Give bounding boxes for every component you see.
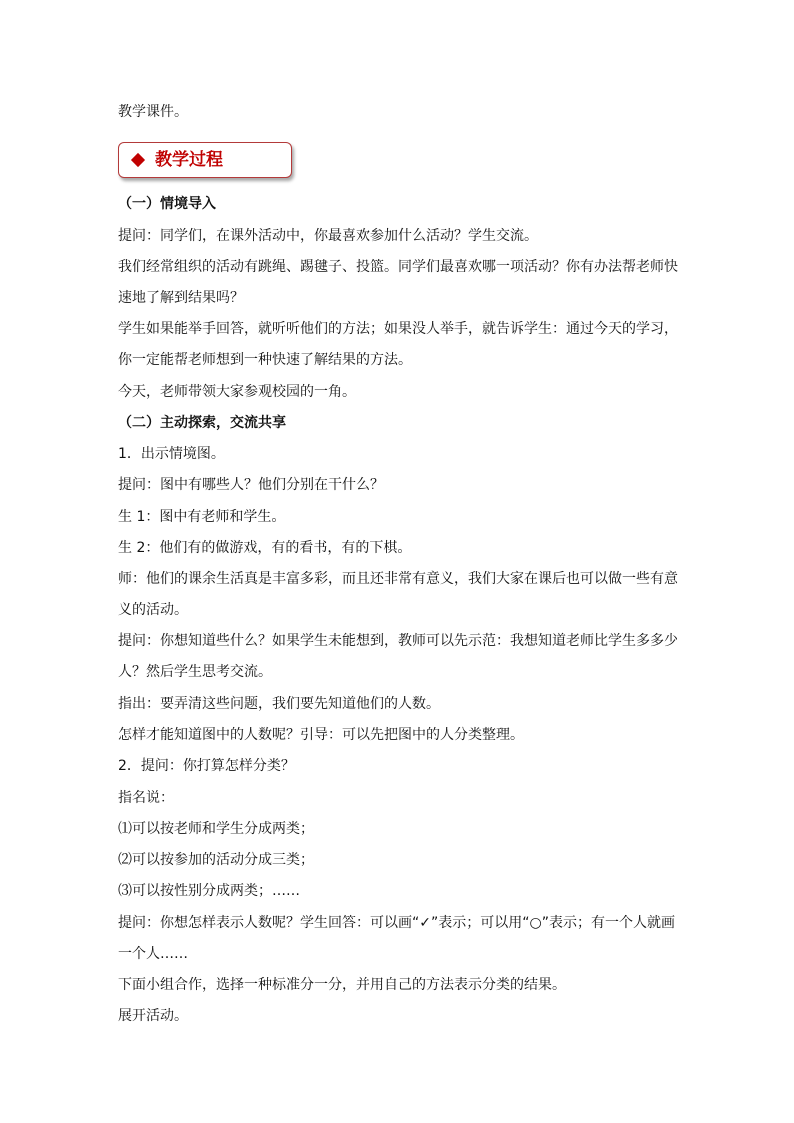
step-line: ⑶可以按性别分成两类；……	[118, 883, 300, 899]
step-line: 师：他们的课余生活真是丰富多彩，而且还非常有意义，我们大家在课后也可以做一些有意义的活动。	[118, 571, 678, 618]
paragraph: 提问：同学们，在课外活动中，你最喜欢参加什么活动？学生交流。	[118, 228, 538, 244]
step-line: 展开活动。	[118, 1008, 188, 1024]
intro-line: 教学课件。	[118, 104, 188, 120]
step-line: 生 2：他们有的做游戏，有的看书，有的下棋。	[118, 540, 412, 556]
paragraph: 我们经常组织的活动有跳绳、踢毽子、投篮。同学们最喜欢哪一项活动？你有办法帮老师快速地了解到结果吗？	[118, 259, 678, 306]
step-line: 指名说：	[118, 790, 174, 806]
heading-situation-intro: （一）情境导入	[118, 196, 216, 212]
step-line: ⑴可以按老师和学生分成两类；	[118, 821, 314, 837]
step-line: 下面小组合作，选择一种标准分一分，并用自己的方法表示分类的结果。	[118, 977, 566, 993]
step-line: 1．出示情境图。	[118, 446, 225, 462]
step-line: 怎样才能知道图中的人数呢？引导：可以先把图中的人分类整理。	[118, 727, 524, 743]
step-line: ⑵可以按参加的活动分成三类；	[118, 852, 314, 868]
step-line: 提问：你想知道些什么？如果学生未能想到，教师可以先示范：我想知道老师比学生多多少人？然后学生思考交流。	[118, 633, 678, 680]
step-line: 2．提问：你打算怎样分类？	[118, 758, 295, 774]
paragraph: 今天，老师带领大家参观校园的一角。	[118, 384, 356, 400]
section-header-box	[118, 142, 292, 178]
section-title: 教学过程	[155, 150, 223, 170]
diamond-icon	[131, 153, 145, 167]
step-line: 提问：你想怎样表示人数呢？学生回答：可以画“✓”表示；可以用“○”表示；有一个人就画一个人……	[118, 915, 675, 962]
step-line: 生 1：图中有老师和学生。	[118, 509, 286, 525]
step-line: 指出：要弄清这些问题，我们要先知道他们的人数。	[118, 696, 440, 712]
step-line: 提问：图中有哪些人？他们分别在干什么？	[118, 477, 384, 493]
paragraph: 学生如果能举手回答，就听听他们的方法；如果没人举手，就告诉学生：通过今天的学习，你一定能帮老师想到一种快速了解结果的方法。	[118, 321, 678, 368]
heading-explore-share: （二）主动探索，交流共享	[118, 415, 286, 431]
